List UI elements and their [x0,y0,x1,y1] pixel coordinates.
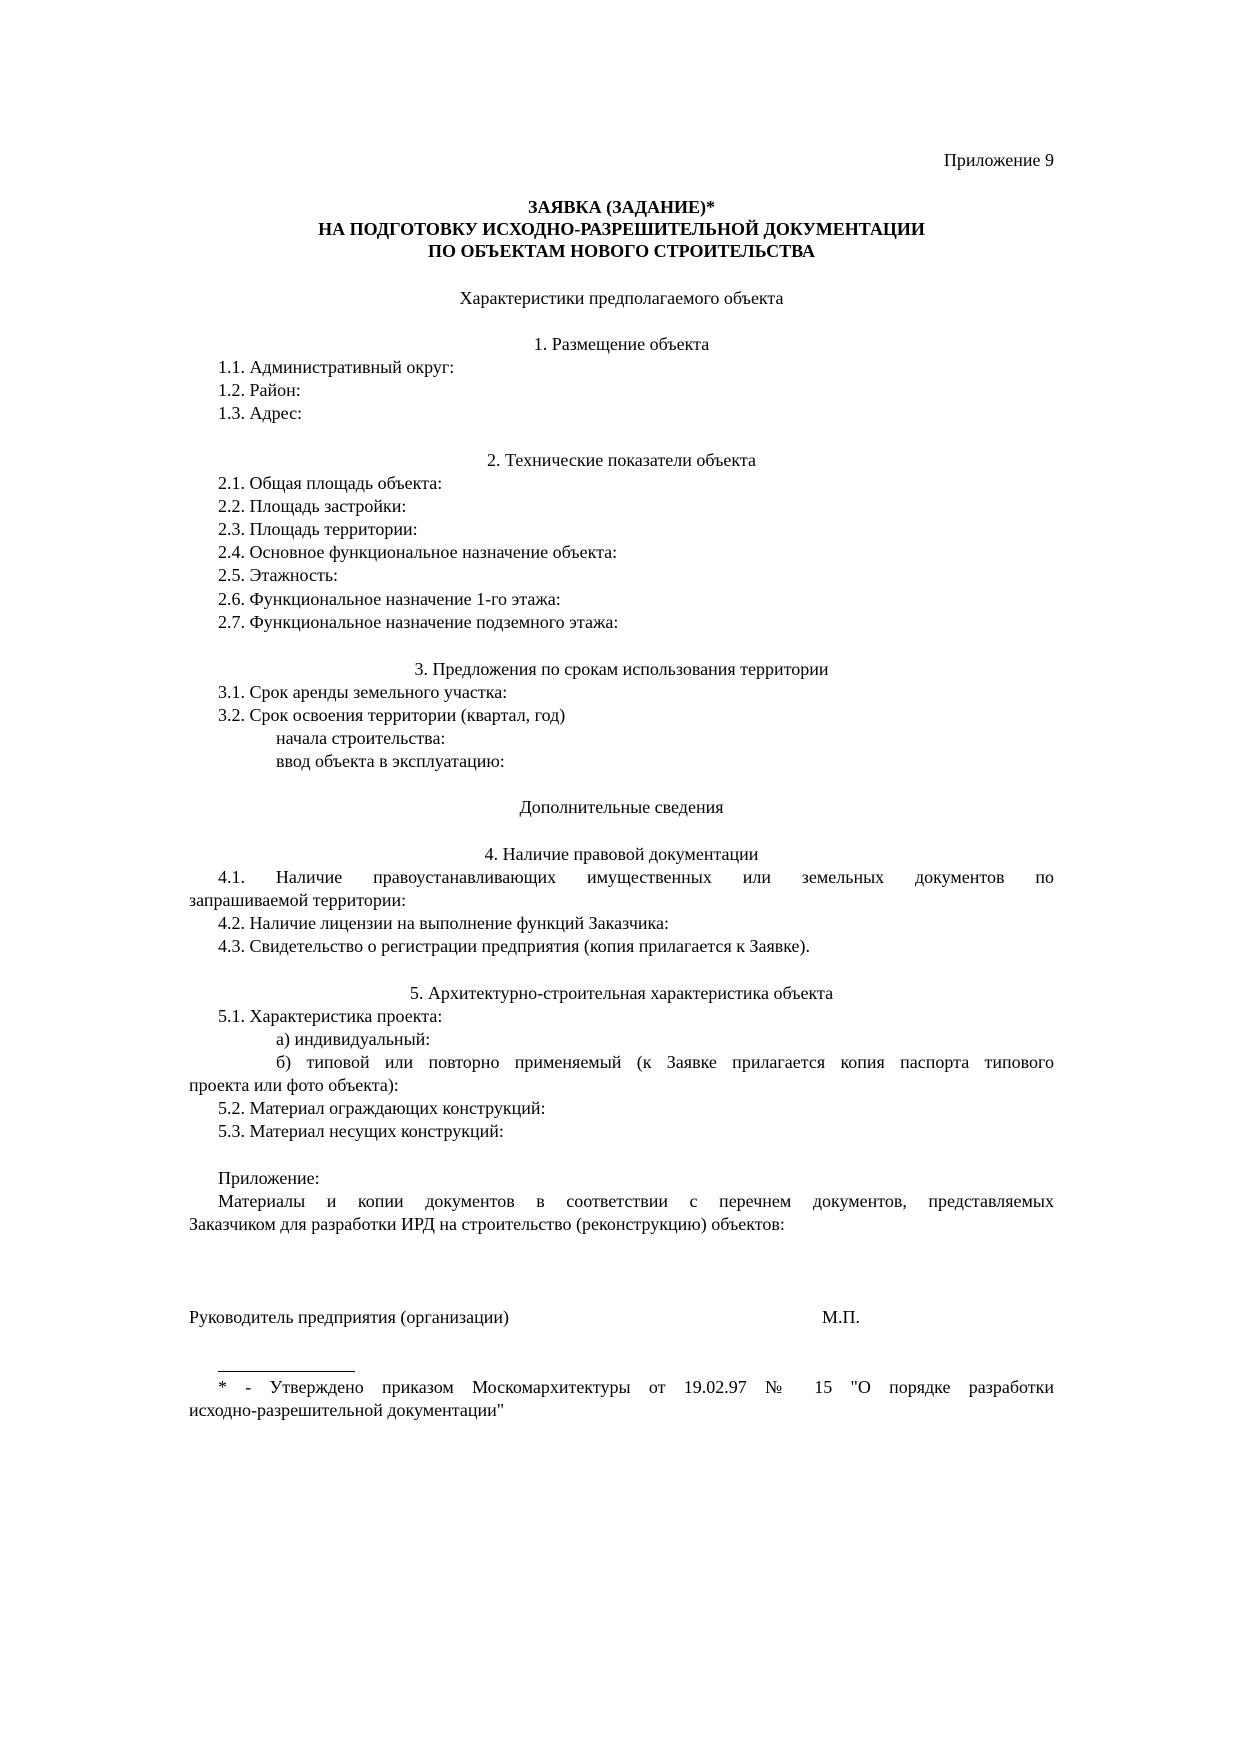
section5-item: 5.2. Материал ограждающих конструкций: [218,1098,546,1118]
section5-heading: 5. Архитектурно-строительная характеристика объекта [409,983,834,1003]
section2-item: 2.6. Функциональное назначение 1-го этажа: [218,589,561,609]
section3-item: 3.1. Срок аренды земельного участка: [218,682,508,702]
section2-heading: 2. Технические показатели объекта [487,450,756,470]
section2-item: 2.2. Площадь застройки: [218,496,407,516]
signature-label: Руководитель предприятия (организации) [189,1307,510,1327]
section3-heading: 3. Предложения по срокам использования территории [414,659,829,679]
title-line-2: НА ПОДГОТОВКУ ИСХОДНО-РАЗРЕШИТЕЛЬНОЙ ДОКУМЕНТАЦИИ [318,219,925,239]
section5-subitem-b-line1: б) типовой или повторно применяемый (к Заявке прилагается копия паспорта типового [276,1052,1054,1072]
attachment-label: Приложение: [218,1168,320,1188]
section2-item: 2.1. Общая площадь объекта: [218,473,443,493]
section4-heading: 4. Наличие правовой документации [484,844,759,864]
attachment-line1: Материалы и копии документов в соответствии с перечнем документов, представляемых [218,1191,1054,1211]
section3-subitem: начала строительства: [276,728,446,748]
section1-heading: 1. Размещение объекта [533,334,710,354]
section4-item1-line1: 4.1. Наличие правоустанавливающих имущественных или земельных документов по [218,867,1054,887]
footnote-line1: * - Утверждено приказом Москомархитектуры от 19.02.97 № 15 "О порядке разработки [218,1377,1054,1397]
section2-item: 2.4. Основное функциональное назначение объекта: [218,542,618,562]
title-line-3: ПО ОБЪЕКТАМ НОВОГО СТРОИТЕЛЬСТВА [427,241,816,261]
section5-item: 5.1. Характеристика проекта: [218,1006,443,1026]
section3-item: 3.2. Срок освоения территории (квартал, год) [218,705,566,725]
section2-item: 2.3. Площадь территории: [218,519,418,539]
additional-info-heading: Дополнительные сведения [519,797,724,817]
section4-item: 4.3. Свидетельство о регистрации предприятия (копия прилагается к Заявке). [218,936,811,956]
section1-item: 1.3. Адрес: [218,403,303,423]
section1-item: 1.2. Район: [218,380,301,400]
section5-subitem-b-line2: проекта или фото объекта): [189,1075,399,1095]
section4-item: 4.2. Наличие лицензии на выполнение функций Заказчика: [218,913,670,933]
stamp-placeholder: М.П. [822,1307,861,1327]
section2-item: 2.7. Функциональное назначение подземного этажа: [218,612,619,632]
section4-item1-line2: запрашиваемой территории: [189,890,407,910]
section1-item: 1.1. Административный округ: [218,357,455,377]
title-line-1: ЗАЯВКА (ЗАДАНИЕ)* [528,197,715,217]
footnote-line2: исходно-разрешительной документации" [189,1400,505,1420]
section2-item: 2.5. Этажность: [218,565,339,585]
subtitle: Характеристики предполагаемого объекта [459,288,784,308]
attachment-line2: Заказчиком для разработки ИРД на строительство (реконструкцию) объектов: [189,1214,785,1234]
section5-subitem-a: а) индивидуальный: [276,1029,431,1049]
section3-subitem: ввод объекта в эксплуатацию: [276,751,505,771]
appendix-label: Приложение 9 [943,150,1054,170]
footnote-separator [218,1371,355,1372]
section5-item: 5.3. Материал несущих конструкций: [218,1121,504,1141]
